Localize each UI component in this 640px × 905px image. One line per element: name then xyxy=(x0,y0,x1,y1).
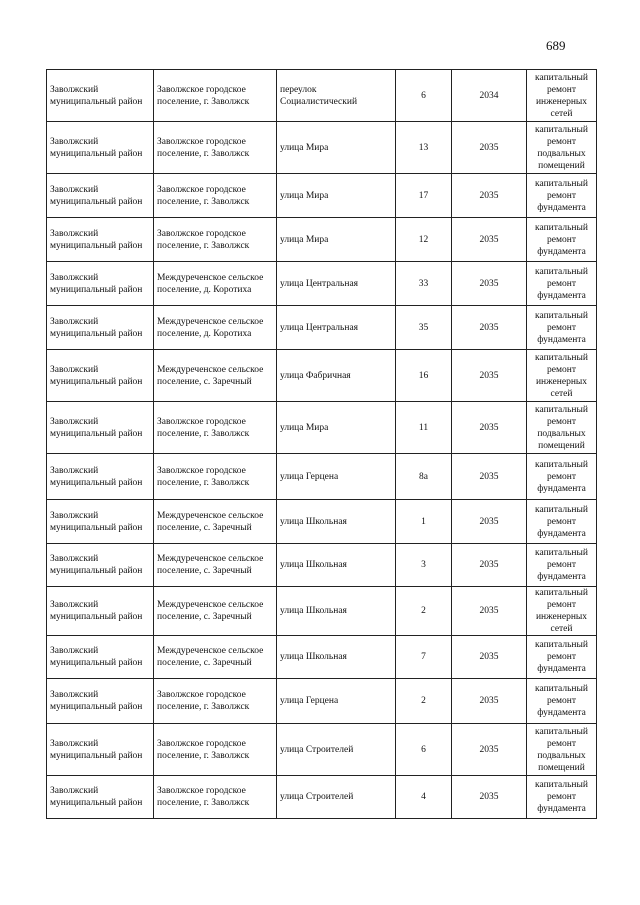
district-cell: Заволжский муниципальный район xyxy=(47,174,154,218)
year-cell: 2035 xyxy=(452,776,527,819)
table-row xyxy=(47,174,597,218)
house-number-cell: 7 xyxy=(396,636,452,679)
district-cell: Заволжский муниципальный район xyxy=(47,776,154,819)
year-cell: 2035 xyxy=(452,500,527,544)
house-number-cell: 4 xyxy=(396,776,452,819)
work-type-cell: капитальный ремонт фундамента xyxy=(527,218,597,262)
table-row xyxy=(47,544,597,587)
table-row xyxy=(47,500,597,544)
settlement-cell: Междуреченское сельское поселение, с. Заречный xyxy=(154,587,277,636)
street-cell: улица Строителей xyxy=(277,724,396,776)
house-number-cell: 13 xyxy=(396,122,452,174)
year-cell: 2034 xyxy=(452,70,527,122)
work-type-cell: капитальный ремонт инженерных сетей xyxy=(527,350,597,402)
house-number-cell: 2 xyxy=(396,679,452,724)
settlement-cell: Заволжское городское поселение, г. Заволжск xyxy=(154,776,277,819)
year-cell: 2035 xyxy=(452,724,527,776)
work-type-cell: капитальный ремонт подвальных помещений xyxy=(527,122,597,174)
table-row xyxy=(47,454,597,500)
table-row xyxy=(47,402,597,454)
year-cell: 2035 xyxy=(452,544,527,587)
district-cell: Заволжский муниципальный район xyxy=(47,70,154,122)
settlement-cell: Заволжское городское поселение, г. Заволжск xyxy=(154,679,277,724)
table-row xyxy=(47,306,597,350)
table-row xyxy=(47,70,597,122)
settlement-cell: Междуреченское сельское поселение, д. Коротиха xyxy=(154,306,277,350)
street-cell: улица Школьная xyxy=(277,587,396,636)
street-cell: улица Мира xyxy=(277,218,396,262)
year-cell: 2035 xyxy=(452,262,527,306)
table-row xyxy=(47,122,597,174)
street-cell: улица Центральная xyxy=(277,262,396,306)
settlement-cell: Междуреченское сельское поселение, с. Заречный xyxy=(154,350,277,402)
street-cell: улица Фабричная xyxy=(277,350,396,402)
house-number-cell: 11 xyxy=(396,402,452,454)
work-type-cell: капитальный ремонт фундамента xyxy=(527,262,597,306)
house-number-cell: 3 xyxy=(396,544,452,587)
settlement-cell: Междуреченское сельское поселение, д. Коротиха xyxy=(154,262,277,306)
table-row xyxy=(47,776,597,819)
work-type-cell: капитальный ремонт фундамента xyxy=(527,174,597,218)
table-row xyxy=(47,679,597,724)
table-row xyxy=(47,350,597,402)
housing-repair-table xyxy=(46,69,597,819)
house-number-cell: 33 xyxy=(396,262,452,306)
year-cell: 2035 xyxy=(452,402,527,454)
work-type-cell: капитальный ремонт инженерных сетей xyxy=(527,587,597,636)
work-type-cell: капитальный ремонт фундамента xyxy=(527,679,597,724)
district-cell: Заволжский муниципальный район xyxy=(47,402,154,454)
street-cell: улица Строителей xyxy=(277,776,396,819)
street-cell: улица Мира xyxy=(277,174,396,218)
district-cell: Заволжский муниципальный район xyxy=(47,500,154,544)
house-number-cell: 12 xyxy=(396,218,452,262)
table-body xyxy=(47,70,597,819)
street-cell: переулок Социалистический xyxy=(277,70,396,122)
street-cell: улица Герцена xyxy=(277,454,396,500)
settlement-cell: Заволжское городское поселение, г. Заволжск xyxy=(154,122,277,174)
settlement-cell: Заволжское городское поселение, г. Заволжск xyxy=(154,454,277,500)
house-number-cell: 35 xyxy=(396,306,452,350)
year-cell: 2035 xyxy=(452,636,527,679)
district-cell: Заволжский муниципальный район xyxy=(47,350,154,402)
street-cell: улица Школьная xyxy=(277,500,396,544)
street-cell: улица Герцена xyxy=(277,679,396,724)
district-cell: Заволжский муниципальный район xyxy=(47,679,154,724)
table-row xyxy=(47,262,597,306)
year-cell: 2035 xyxy=(452,679,527,724)
work-type-cell: капитальный ремонт фундамента xyxy=(527,544,597,587)
district-cell: Заволжский муниципальный район xyxy=(47,218,154,262)
table-row xyxy=(47,724,597,776)
street-cell: улица Школьная xyxy=(277,544,396,587)
work-type-cell: капитальный ремонт фундамента xyxy=(527,636,597,679)
work-type-cell: капитальный ремонт фундамента xyxy=(527,776,597,819)
house-number-cell: 6 xyxy=(396,70,452,122)
district-cell: Заволжский муниципальный район xyxy=(47,724,154,776)
settlement-cell: Заволжское городское поселение, г. Заволжск xyxy=(154,218,277,262)
work-type-cell: капитальный ремонт подвальных помещений xyxy=(527,724,597,776)
year-cell: 2035 xyxy=(452,587,527,636)
settlement-cell: Заволжское городское поселение, г. Заволжск xyxy=(154,174,277,218)
year-cell: 2035 xyxy=(452,218,527,262)
district-cell: Заволжский муниципальный район xyxy=(47,306,154,350)
district-cell: Заволжский муниципальный район xyxy=(47,636,154,679)
table-row xyxy=(47,218,597,262)
house-number-cell: 17 xyxy=(396,174,452,218)
street-cell: улица Мира xyxy=(277,402,396,454)
district-cell: Заволжский муниципальный район xyxy=(47,122,154,174)
work-type-cell: капитальный ремонт фундамента xyxy=(527,306,597,350)
year-cell: 2035 xyxy=(452,454,527,500)
district-cell: Заволжский муниципальный район xyxy=(47,454,154,500)
settlement-cell: Заволжское городское поселение, г. Заволжск xyxy=(154,70,277,122)
work-type-cell: капитальный ремонт фундамента xyxy=(527,500,597,544)
table-row xyxy=(47,636,597,679)
year-cell: 2035 xyxy=(452,350,527,402)
settlement-cell: Заволжское городское поселение, г. Заволжск xyxy=(154,402,277,454)
district-cell: Заволжский муниципальный район xyxy=(47,587,154,636)
street-cell: улица Школьная xyxy=(277,636,396,679)
settlement-cell: Междуреченское сельское поселение, с. Заречный xyxy=(154,500,277,544)
street-cell: улица Центральная xyxy=(277,306,396,350)
street-cell: улица Мира xyxy=(277,122,396,174)
work-type-cell: капитальный ремонт подвальных помещений xyxy=(527,402,597,454)
page-number: 689 xyxy=(546,38,566,53)
house-number-cell: 16 xyxy=(396,350,452,402)
work-type-cell: капитальный ремонт инженерных сетей xyxy=(527,70,597,122)
settlement-cell: Междуреченское сельское поселение, с. Заречный xyxy=(154,544,277,587)
year-cell: 2035 xyxy=(452,122,527,174)
house-number-cell: 6 xyxy=(396,724,452,776)
work-type-cell: капитальный ремонт фундамента xyxy=(527,454,597,500)
settlement-cell: Междуреченское сельское поселение, с. Заречный xyxy=(154,636,277,679)
district-cell: Заволжский муниципальный район xyxy=(47,262,154,306)
house-number-cell: 2 xyxy=(396,587,452,636)
year-cell: 2035 xyxy=(452,306,527,350)
table-row xyxy=(47,587,597,636)
house-number-cell: 8а xyxy=(396,454,452,500)
year-cell: 2035 xyxy=(452,174,527,218)
district-cell: Заволжский муниципальный район xyxy=(47,544,154,587)
settlement-cell: Заволжское городское поселение, г. Заволжск xyxy=(154,724,277,776)
house-number-cell: 1 xyxy=(396,500,452,544)
